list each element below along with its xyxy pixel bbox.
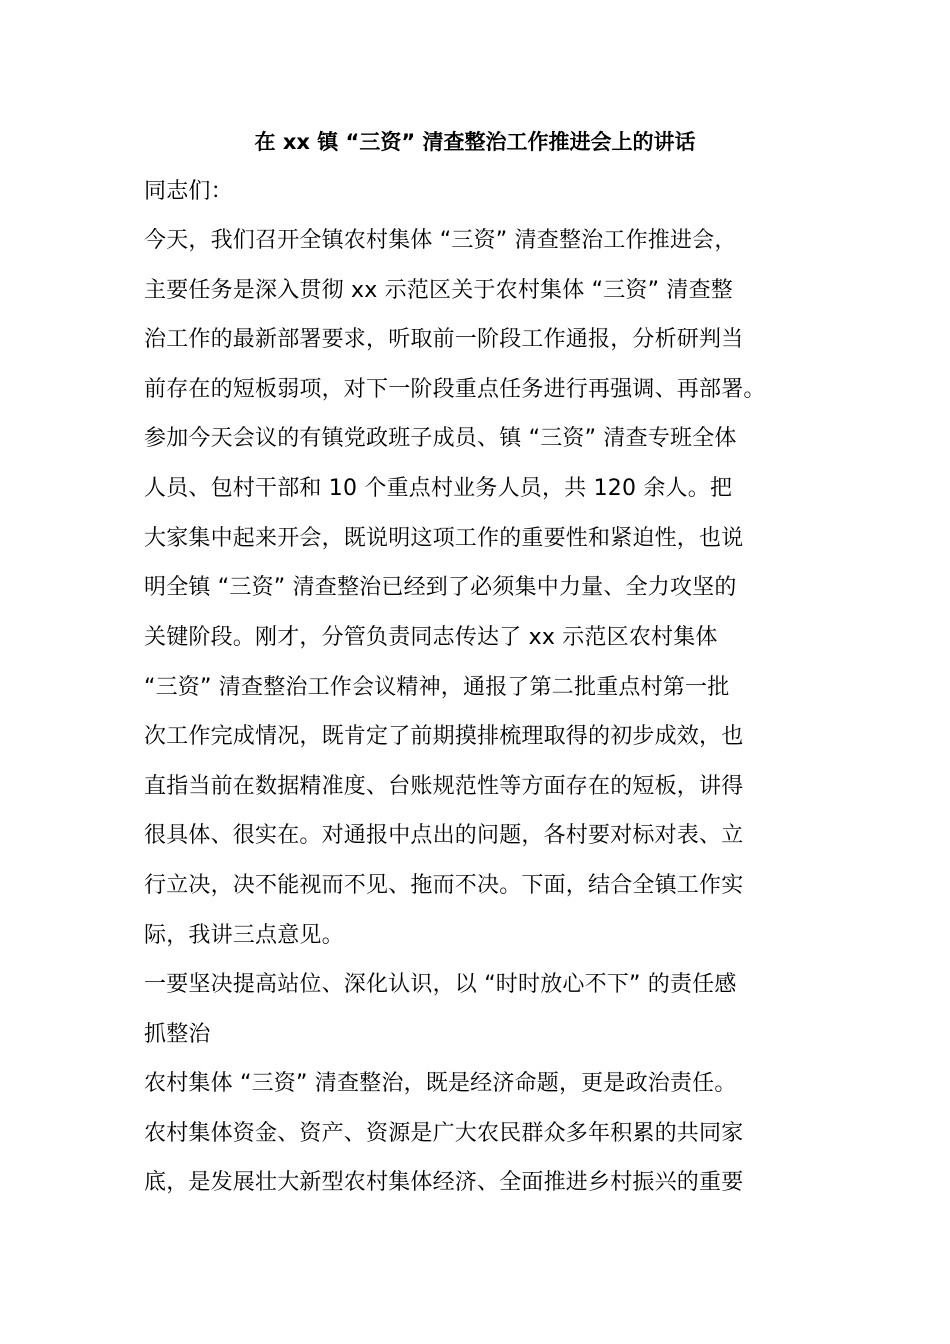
section-heading-line: 一要坚决提高站位、深化认识，以 “时时放心不下” 的责任感 xyxy=(144,972,737,997)
text-line: 今天，我们召开全镇农村集体 “三资” 清查整治工作推进会， xyxy=(144,228,737,253)
text-line: 农村集体 “三资” 清查整治，既是经济命题，更是政治责任。 xyxy=(144,1071,737,1096)
text-line: 主要任务是深入贯彻 xx 示范区关于农村集体 “三资” 清查整 xyxy=(144,278,734,303)
text-line-greeting: 同志们： xyxy=(144,179,233,204)
text-line: 人员、包村干部和 10 个重点村业务人员，共 120 余人。把 xyxy=(144,476,733,501)
text-line: 参加今天会议的有镇党政班子成员、镇 “三资” 清查专班全体 xyxy=(144,426,737,451)
text-line: 底，是发展壮大新型农村集体经济、全面推进乡村振兴的重要 xyxy=(144,1170,744,1195)
text-line: 农村集体资金、资产、资源是广大农民群众多年积累的共同家 xyxy=(144,1121,744,1146)
text-line: 关键阶段。刚才，分管负责同志传达了 xx 示范区农村集体 xyxy=(144,625,718,650)
text-line: 际，我讲三点意见。 xyxy=(144,923,344,948)
text-line: 大家集中起来开会，既说明这项工作的重要性和紧迫性，也说 xyxy=(144,526,744,551)
text-line: “三资” 清查整治工作会议精神，通报了第二批重点村第一批 xyxy=(144,675,730,700)
section-heading-line: 抓整治 xyxy=(144,1022,211,1047)
text-line: 行立决，决不能视而不见、拖而不决。下面，结合全镇工作实 xyxy=(144,873,744,898)
text-line: 次工作完成情况，既肯定了前期摸排梳理取得的初步成效，也 xyxy=(144,724,744,749)
text-line: 很具体、很实在。对通报中点出的问题，各村要对标对表、立 xyxy=(144,823,744,848)
text-line: 直指当前在数据精准度、台账规范性等方面存在的短板，讲得 xyxy=(144,774,744,799)
text-line: 治工作的最新部署要求，听取前一阶段工作通报，分析研判当 xyxy=(144,327,744,352)
text-line: 前存在的短板弱项，对下一阶段重点任务进行再强调、再部署。 xyxy=(144,377,766,402)
text-line: 明全镇 “三资” 清查整治已经到了必须集中力量、全力攻坚的 xyxy=(144,575,737,600)
document-title: 在 xx 镇 “三资” 清查整治工作推进会上的讲话 xyxy=(254,130,696,154)
